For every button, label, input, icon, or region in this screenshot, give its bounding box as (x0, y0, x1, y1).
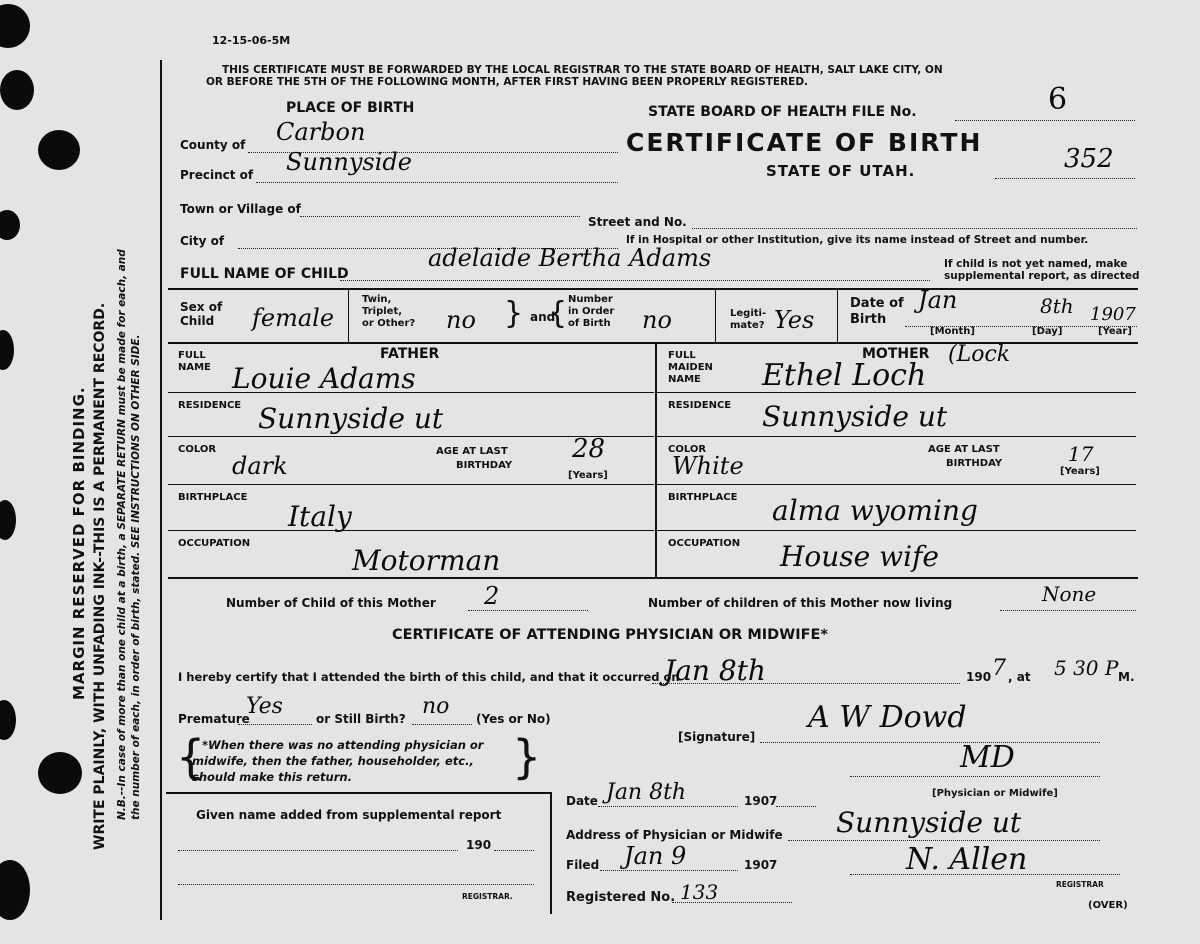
binding-hole (38, 752, 82, 794)
md-value: MD (960, 740, 1015, 775)
frame-left-line (160, 60, 162, 920)
brace: } (504, 296, 524, 331)
order-label-3: of Birth (568, 318, 611, 329)
legit-label-2: mate? (730, 320, 765, 331)
star-note-2: midwife, then the father, householder, etc., (192, 754, 474, 768)
child-name-note-2: supplemental report, as directed (944, 270, 1140, 282)
instruction-line-1: THIS CERTIFICATE MUST BE FORWARDED BY THE LOCAL REGISTRAR TO THE STATE BOARD OF HEALTH, SALT LAKE CITY, ON (222, 64, 943, 76)
father-name-value: Louie Adams (232, 362, 416, 395)
rule-order-divider (715, 288, 716, 342)
father-occupation-value: Motorman (352, 544, 501, 577)
twin-label-2: Triplet, (362, 306, 403, 317)
mother-age-label-2: BIRTHDAY (946, 458, 1003, 469)
rule-mother-name (656, 392, 1136, 393)
occurred-year-prefix: 190 (966, 670, 992, 684)
address-label: Address of Physician or Midwife (566, 828, 783, 842)
certificate-title: CERTIFICATE OF BIRTH (626, 128, 983, 157)
order-value: no (642, 306, 672, 334)
state-line (995, 178, 1135, 179)
mother-name-label-2: MAIDEN (668, 362, 713, 373)
hospital-note: If in Hospital or other Institution, give its name instead of Street and number. (626, 234, 1089, 246)
county-value: Carbon (276, 118, 366, 146)
father-color-value: dark (232, 452, 288, 480)
father-age-value: 28 (572, 434, 606, 464)
year-caption: [Year] (1098, 326, 1132, 337)
m-label: M. (1118, 670, 1135, 684)
mother-name-value: Ethel Loch (762, 358, 927, 393)
father-age-label-2: BIRTHDAY (456, 460, 513, 471)
file-no-label: STATE BOARD OF HEALTH FILE No. (648, 104, 917, 120)
premature-label: Premature (178, 712, 250, 726)
mother-name-note: (Lock (948, 342, 1011, 367)
rule-mother-birthplace (656, 530, 1136, 531)
child-number-value: 2 (484, 582, 500, 610)
binding-hole (0, 500, 16, 540)
sex-label-2: Child (180, 314, 215, 328)
time-value: 5 30 P (1054, 656, 1119, 680)
file-no-value: 6 (1048, 82, 1068, 117)
date-value: Jan 8th (606, 780, 687, 805)
father-birthplace-value: Italy (288, 500, 352, 533)
star-note-brace-close: } (512, 730, 542, 784)
yes-no-note: (Yes or No) (476, 712, 551, 726)
father-name-label-2: NAME (178, 362, 211, 373)
rule-legit-divider (837, 288, 838, 342)
father-name-label-1: FULL (178, 350, 206, 361)
form-code: 12-15-06-5M (212, 34, 291, 47)
mother-birthplace-value: alma wyoming (772, 494, 978, 527)
and-label: and (530, 310, 556, 324)
mother-occupation-label: OCCUPATION (668, 538, 741, 549)
binding-hole (0, 70, 34, 110)
state-label: STATE OF UTAH. (766, 162, 916, 180)
rule-parents-divider (655, 342, 657, 577)
twin-label-1: Twin, (362, 294, 392, 305)
rule-parents-bottom (168, 577, 1138, 579)
over-label: (OVER) (1088, 900, 1128, 911)
local-number: 352 (1064, 144, 1114, 174)
mother-residence-value: Sunnyside ut (762, 400, 948, 433)
city-label: City of (180, 234, 225, 248)
mother-age-value: 17 (1068, 442, 1094, 466)
birth-month: Jan (918, 286, 958, 314)
filed-year: 1907 (744, 858, 778, 872)
twin-label-3: or Other? (362, 318, 416, 329)
twin-value: no (446, 306, 476, 334)
supplemental-registrar-line (178, 884, 534, 885)
mother-color-label: COLOR (668, 444, 707, 455)
occurred-year-suffix: 7 (992, 656, 1006, 681)
mother-residence-label: RESIDENCE (668, 400, 732, 411)
order-label-1: Number (568, 294, 613, 305)
occurred-date-value: Jan 8th (664, 654, 766, 687)
binding-hole (0, 330, 14, 370)
county-label: County of (180, 138, 246, 152)
mother-name-label-3: NAME (668, 374, 701, 385)
stillbirth-value: no (422, 694, 450, 719)
binding-hole (0, 700, 16, 740)
rule-sex-divider (348, 288, 349, 342)
child-name-label: FULL NAME OF CHILD (180, 266, 349, 282)
birth-day: 8th (1040, 294, 1074, 318)
father-occupation-label: OCCUPATION (178, 538, 251, 549)
birth-year: 1907 (1090, 304, 1136, 325)
mother-birthplace-label: BIRTHPLACE (668, 492, 738, 503)
date-line (598, 806, 738, 807)
physician-heading: CERTIFICATE OF ATTENDING PHYSICIAN OR MIDWIFE* (392, 627, 828, 643)
filed-label: Filed (566, 858, 600, 872)
date-of-birth-label-2: Birth (850, 312, 887, 327)
mother-color-value: White (672, 452, 744, 480)
town-line (300, 216, 580, 217)
registrar-line (850, 874, 1120, 875)
md-line (850, 776, 1100, 777)
rule-mother-color (656, 484, 1136, 485)
living-children-label: Number of children of this Mother now living (648, 596, 953, 610)
registered-value: 133 (680, 880, 719, 904)
registered-label: Registered No. (566, 890, 676, 905)
margin-binding-text: MARGIN RESERVED FOR BINDING. (70, 386, 88, 700)
premature-line (238, 724, 312, 725)
rule-father-color (168, 484, 654, 485)
living-children-line (1000, 610, 1136, 611)
precinct-value: Sunnyside (286, 148, 412, 176)
street-label: Street and No. (588, 215, 687, 229)
supplemental-label: Given name added from supplemental report (196, 808, 502, 822)
brace: { (548, 296, 568, 331)
binding-hole (0, 860, 30, 920)
physician-role-caption: [Physician or Midwife] (932, 788, 1058, 799)
mother-occupation-value: House wife (780, 540, 940, 573)
date-label: Date (566, 794, 598, 808)
month-caption: [Month] (930, 326, 975, 337)
registrar-caption: REGISTRAR (1056, 880, 1104, 889)
mother-name-label-1: FULL (668, 350, 696, 361)
address-value: Sunnyside ut (836, 806, 1022, 839)
margin-permanent-record-text: WRITE PLAINLY, WITH UNFADING INK--THIS IS A PERMANENT RECORD. (92, 302, 108, 850)
precinct-line (256, 182, 618, 183)
star-note-1: *When there was no attending physician or (202, 738, 484, 752)
star-note-brace: { (176, 730, 206, 784)
at-label: , at (1008, 670, 1031, 684)
instruction-line-2: OR BEFORE THE 5TH OF THE FOLLOWING MONTH, AFTER FIRST HAVING BEEN PROPERLY REGISTERED. (206, 76, 809, 88)
filed-value: Jan 9 (624, 842, 687, 870)
street-line (692, 228, 1137, 229)
supplemental-year-line (494, 850, 534, 851)
file-no-line (955, 120, 1135, 121)
supplemental-name-line (178, 850, 458, 851)
premature-value: Yes (246, 694, 283, 719)
date-year-line (776, 806, 816, 807)
mother-age-label-1: AGE AT LAST (928, 444, 1000, 455)
living-children-value: None (1042, 582, 1097, 606)
child-name-line (340, 280, 930, 281)
legit-value: Yes (774, 306, 815, 334)
rule-child-top (168, 288, 1138, 290)
mother-heading: MOTHER (862, 346, 930, 362)
supplemental-year: 190 (466, 838, 492, 852)
father-years-caption: [Years] (568, 470, 608, 481)
father-birthplace-label: BIRTHPLACE (178, 492, 248, 503)
margin-note-2: the number of each, in order of birth, stated. SEE INSTRUCTIONS ON OTHER SIDE. (130, 334, 142, 820)
signature-value: A W Dowd (808, 700, 967, 735)
town-label: Town or Village of (180, 202, 301, 216)
mother-years-caption: [Years] (1060, 466, 1100, 477)
sex-value: female (252, 304, 335, 332)
signature-label: [Signature] (678, 730, 756, 744)
stillbirth-line (412, 724, 472, 725)
place-of-birth-heading: PLACE OF BIRTH (286, 100, 415, 116)
filed-line (600, 870, 738, 871)
rule-father-birthplace (168, 530, 654, 531)
binding-hole (0, 210, 20, 240)
binding-hole (0, 4, 30, 48)
stillbirth-label: or Still Birth? (316, 712, 406, 726)
father-age-label-1: AGE AT LAST (436, 446, 508, 457)
father-color-label: COLOR (178, 444, 217, 455)
day-caption: [Day] (1032, 326, 1063, 337)
rule-mother-residence (656, 436, 1136, 437)
precinct-label: Precinct of (180, 168, 254, 182)
binding-hole (38, 130, 80, 170)
date-of-birth-label-1: Date of (850, 296, 904, 311)
registrar-signature: N. Allen (906, 842, 1028, 877)
child-number-line (468, 610, 588, 611)
sex-label-1: Sex of (180, 300, 223, 314)
father-heading: FATHER (380, 346, 440, 362)
child-number-label: Number of Child of this Mother (226, 596, 436, 610)
star-note-3: should make this return. (192, 770, 352, 784)
supplemental-registrar: REGISTRAR. (462, 892, 513, 901)
father-residence-value: Sunnyside ut (258, 402, 444, 435)
child-name-value: adelaide Bertha Adams (428, 244, 712, 272)
legit-label-1: Legiti- (730, 308, 767, 319)
rule-father-name (168, 392, 654, 393)
address-line (788, 840, 1100, 841)
signature-line (760, 742, 1100, 743)
certify-text: I hereby certify that I attended the birth of this child, and that it occurred on (178, 670, 680, 684)
father-residence-label: RESIDENCE (178, 400, 242, 411)
child-name-note-1: If child is not yet named, make (944, 258, 1128, 270)
order-label-2: in Order (568, 306, 615, 317)
date-year: 1907 (744, 794, 778, 808)
margin-note-1: N.B.--In case of more than one child at a birth, a SEPARATE RETURN must be made for each, and (116, 249, 128, 820)
